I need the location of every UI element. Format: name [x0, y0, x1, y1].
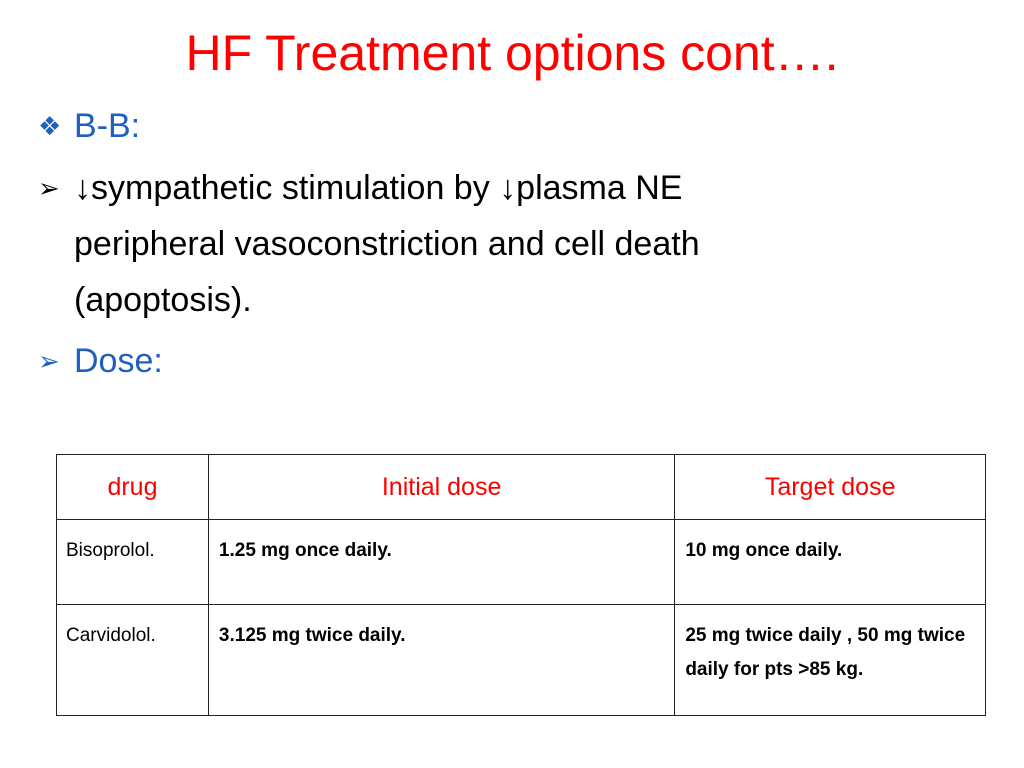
arrow-bullet-icon: ➢: [38, 346, 60, 376]
table-row: [57, 520, 986, 605]
table-header-row: [57, 455, 986, 520]
mechanism-line-2: peripheral vasoconstriction and cell death: [74, 225, 700, 263]
bullet-bb-text: B-B:: [74, 107, 141, 145]
table-row: [57, 605, 986, 716]
header-initial-dose: Initial dose: [208, 455, 674, 520]
header-drug: drug: [57, 455, 209, 520]
slide-title: HF Treatment options cont….: [185, 25, 839, 81]
cell-target-dose: 10 mg once daily.: [675, 520, 986, 605]
header-target-dose: Target dose: [675, 455, 986, 520]
dose-table: [56, 454, 986, 716]
cell-initial-dose: 3.125 mg twice daily.: [208, 605, 674, 716]
bullet-dose-text: Dose:: [74, 342, 163, 380]
cell-target-dose: 25 mg twice daily , 50 mg twice daily for pts >85 kg.: [675, 605, 986, 716]
bullet-mechanism-text: [74, 160, 894, 328]
mechanism-line-1: ↓sympathetic stimulation by ↓plasma NE: [74, 169, 683, 207]
cell-drug: Carvidolol.: [57, 605, 209, 716]
bullet-bb: [38, 98, 140, 154]
bullet-dose: [38, 333, 163, 389]
mechanism-line-3: (apoptosis).: [74, 281, 252, 319]
bullet-mechanism: [38, 160, 938, 328]
arrow-bullet-icon: ➢: [38, 173, 60, 203]
cell-initial-dose: 1.25 mg once daily.: [208, 520, 674, 605]
diamond-bullet-icon: ❖: [38, 111, 62, 141]
cell-drug: Bisoprolol.: [57, 520, 209, 605]
